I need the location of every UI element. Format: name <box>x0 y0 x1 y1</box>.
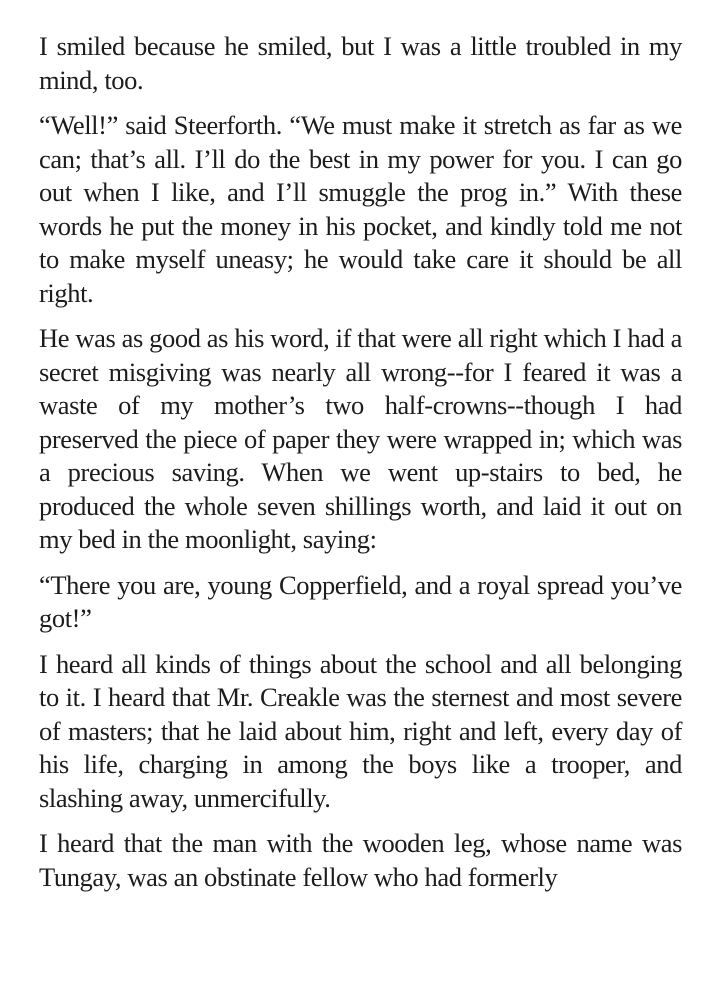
paragraph-1: I smiled because he smiled, but I was a little troubled in my mind, too. <box>39 31 682 95</box>
paragraph-5: I heard all kinds of things about the school and all belonging to it. I heard that Mr. Creakle was the sternest and most severe of masters; that he laid about him, right and left, every day of his life, charging in among the boys like a trooper, and slashing away, unmercifully. <box>39 648 682 813</box>
paragraph-4: “There you are, young Copperfield, and a royal spread you’ve got!” <box>39 569 682 633</box>
paragraph-3: He was as good as his word, if that were all right which I had a secret misgiving was nearly all wrong--for I feared it was a waste of my mother’s two half-crowns--though I had preserved the piece of paper they were wrapped in; which was a precious saving. When we went up-stairs to bed, he produced the whole seven shillings worth, and laid it out on my bed in the moonlight, saying: <box>39 323 682 554</box>
paragraph-2: “Well!” said Steerforth. “We must make it stretch as far as we can; that’s all. I’ll do the best in my power for you. I can go out when I like, and I’ll smuggle the prog in.” With these words he put the money in his pocket, and kindly told me not to make myself uneasy; he would take care it should be all right. <box>39 110 682 308</box>
paragraph-6: I heard that the man with the wooden leg, whose name was Tungay, was an obstinate fellow who had formerly <box>39 828 682 892</box>
reading-text <box>39 30 682 894</box>
